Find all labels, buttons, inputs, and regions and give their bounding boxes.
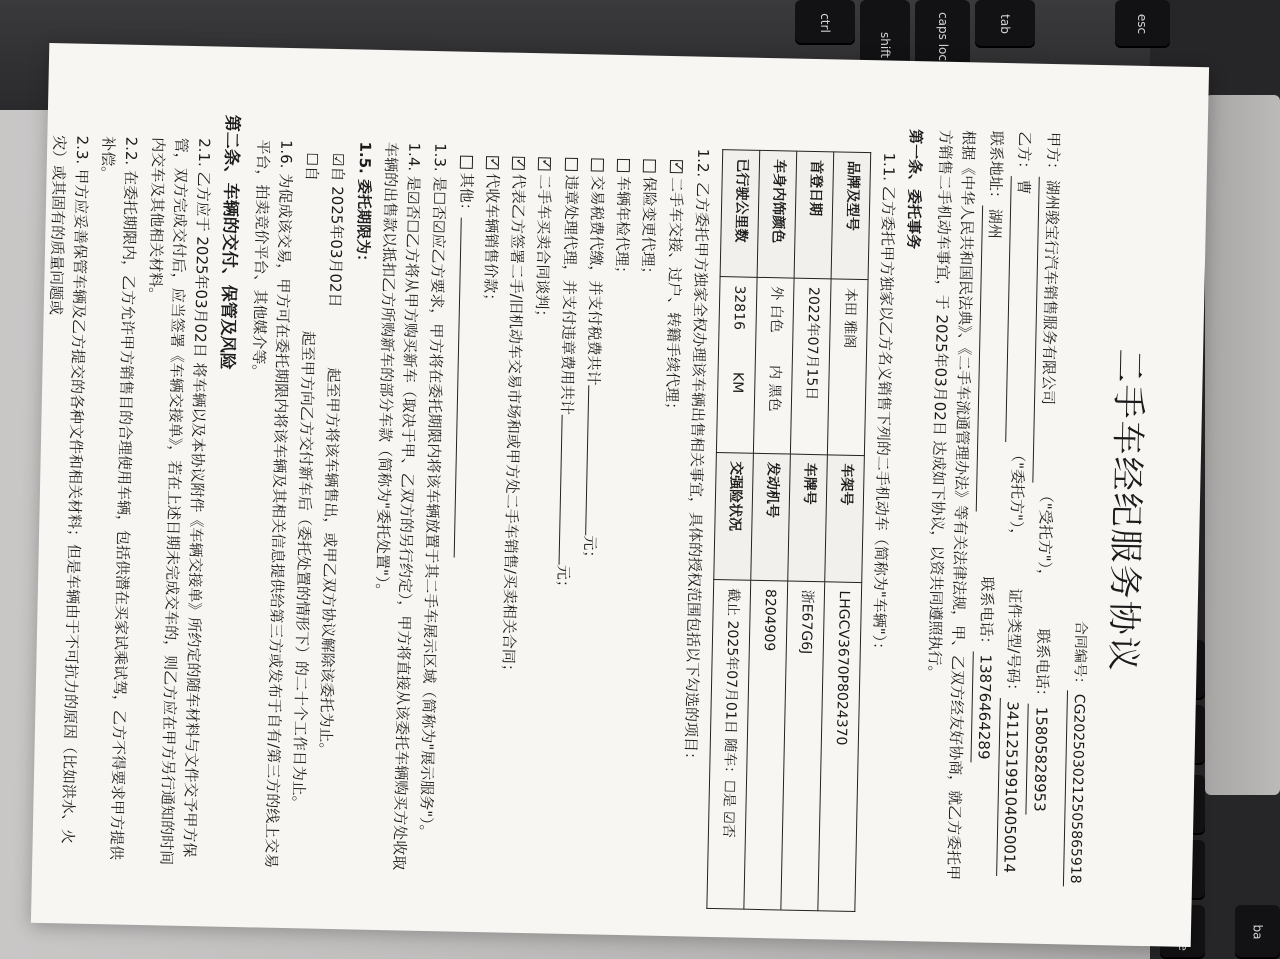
auth-item: 交易税费代缴，并支付税费共计元； — [571, 158, 609, 876]
key-esc: esc — [1115, 0, 1170, 48]
checkbox-checked — [512, 157, 525, 170]
clause-1-5: 1.5. 委托期限为： — [353, 141, 374, 270]
article-2-title: 第二条、车辆的交付、保管及风险 — [216, 114, 243, 370]
checkbox-unchecked — [617, 159, 630, 172]
checkbox-checked — [486, 156, 499, 169]
preamble: 根据《中华人民共和国民法典》、《二手车流通管理办法》等有关法律法规，甲、乙双方经友好协商，就乙方委托甲方销售二手机动车事宜，于 2025年03月02日 达成如下协议，以资共同遵照执行。 — [924, 129, 978, 881]
article-1-title: 第一条、委托事务 — [904, 128, 926, 250]
key-ctrl: ctrl — [795, 0, 855, 45]
contract-number: 合同编号：CG2025030212505865918 — [1063, 133, 1101, 887]
contract-document — [46, 53, 1187, 936]
table-row: 车身内饰颜色 外 白色 内 黑色 发动机号 8204909 — [744, 150, 797, 910]
clause-1-2: 1.2. 乙方委托甲方独家全权办理该车辆出售相关事宜，具体的授权范围包括以下勾选的项目： — [681, 148, 713, 768]
table-row: 已行驶公里数 32816 KM 交强险状况 截止 2025年07月01日 随车：☐是 ☑否 — [707, 150, 760, 910]
checkbox-unchecked — [643, 159, 656, 172]
auth-item: ✓二手车买卖合同谈判； — [518, 157, 556, 875]
key-backspace: ba — [1235, 905, 1280, 959]
table-row: 首登日期 2022年07月15日 车牌号 浙E67G6J — [781, 151, 834, 911]
checkbox-unchecked — [564, 158, 577, 171]
checkbox-unchecked — [591, 158, 604, 171]
table-row: 品牌及型号 本田 雅阁 车架号 LHGCV3670P8024370 — [818, 152, 871, 912]
checkbox-checked — [669, 160, 682, 173]
auth-item: 保险变更代理； — [623, 159, 661, 877]
auth-item: ✓二手车交接、过户、转籍手续代理； — [649, 160, 687, 878]
clause-1-6: 1.6. 为促成该交易，甲方可在委托期限内将该车辆及其相关信息提供给第三方或发布于自有/第三方的线上交易平台，拍卖竞价平台、其他媒介等。 — [248, 139, 296, 869]
clause-2-1: 2.1. 乙方应于 2025年03月02日 将车辆以及本协议附件《车辆交接单》所约定的随车材料与文件交予甲方保管，双方完成交付后，应当签署《车辆交接单》，若在上述日期未完成交车的，则乙方应在甲方另行通知的时间内交车及其他相关材料。 — [145, 137, 214, 866]
vehicle-table — [706, 149, 871, 912]
key-tab: tab — [975, 0, 1035, 48]
auth-item: 车辆年检代理； — [597, 159, 635, 877]
contract-paper — [31, 43, 1209, 947]
authorization-list — [439, 119, 688, 878]
clause-2-2: 2.2. 在委托期限内，乙方允许甲方销售目的合理使用车辆，包括供潜在买家试乘试驾，乙方不得要求甲方提供补偿。 — [98, 136, 141, 861]
clause-1-3: 1.3. 是☐否☑应乙方要求，甲方将在委托期限内将该车辆放置于其二手车展示区域（简称为"展示服务"）。 — [417, 142, 450, 840]
doc-title: 二手车经纪服务协议 — [1102, 348, 1150, 673]
clause-2-3: 2.3. 甲方应妥善保管车辆及乙方提交的各种文件和相关材料；但是车辆由于不可抗力的原因（比如洪水、火灾）或其固有的质量问题或 — [46, 134, 92, 845]
auth-item: 其他： — [439, 155, 477, 873]
party-a-line: 甲方：湖州骏宝行汽车销售服务有限公司 （"受托方"）， 联系电话：15805828953 — [1024, 132, 1064, 886]
key-shift: shift — [860, 0, 910, 90]
clause-1-5-option-b: ☐自 起至甲方向乙方交付新车后（委托处置的情形下）的二十个工作日为止。 — [289, 152, 322, 811]
laptop-palmrest — [1205, 95, 1280, 795]
auth-item: ✓代表乙方签署二手/旧机动车交易市场和或甲方处二手车销售/买卖相关合同； — [492, 157, 530, 875]
address-line: 联系地址：湖州 联系电话：13876464289 — [968, 131, 1008, 885]
auth-item: ✓代收车辆销售价款； — [466, 156, 504, 874]
checkbox-checked — [538, 157, 551, 170]
clause-1-1: 1.1. 乙方委托甲方独家以乙方名义销售下列的二手机动车（简称为"车辆"）： — [869, 152, 899, 658]
party-b-line: 乙方：曹 （"委托方"）， 证件类型/号码：341125199104050014 — [996, 131, 1036, 885]
clause-1-4: 1.4. 是☑否☐乙方将从甲方购买新车（取决于甲、乙双方的另行约定），甲方将直接从该委托车辆购买方处收取车辆的出售款以抵扣乙方所购新车的部分车款（简称为"委托处置"）。 — [372, 141, 424, 871]
key-caps-lock: caps lock — [915, 0, 970, 80]
clause-1-5-option-a: ☑自 2025年03月02日 起至甲方将该车辆售出，或甲乙双方协议解除该委托为止。 — [316, 152, 348, 758]
checkbox-unchecked — [459, 156, 472, 169]
auth-item: 违章处理代理，并支付违章费用共计元； — [544, 158, 582, 876]
